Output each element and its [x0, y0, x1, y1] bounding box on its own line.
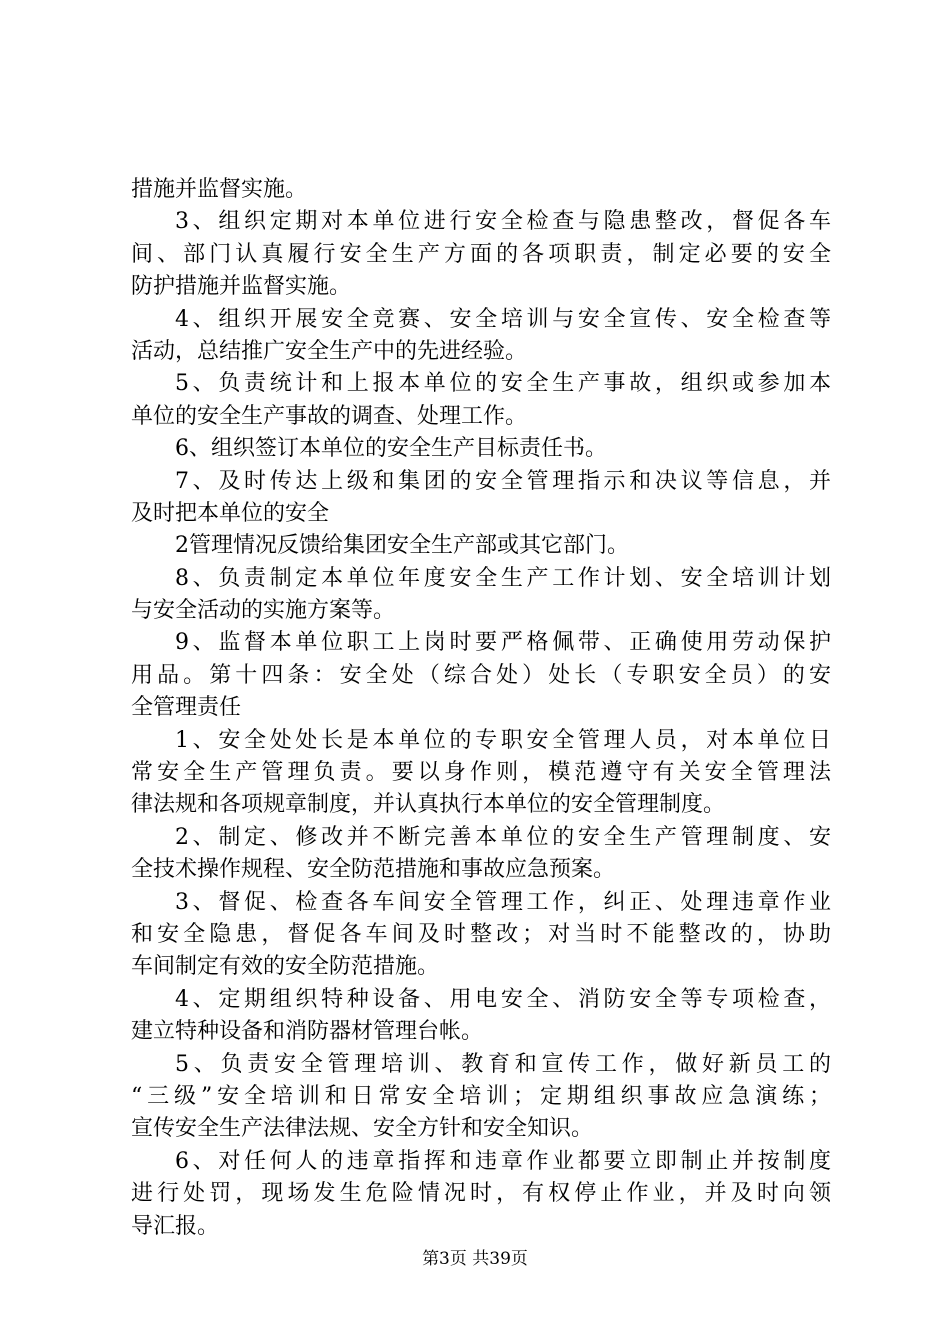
document-line: 车间制定有效的安全防范措施。 — [131, 954, 440, 980]
document-line: 4、组织开展安全竞赛、安全培训与安全宣传、安全检查等 — [175, 306, 831, 332]
document-line: 防护措施并监督实施。 — [131, 274, 352, 300]
document-line: 6、对任何人的违章指挥和违章作业都要立即制止并按制度 — [175, 1148, 831, 1174]
document-line: 进行处罚，现场发生危险情况时，有权停止作业，并及时向领 — [131, 1181, 831, 1207]
document-line: 4、定期组织特种设备、用电安全、消防安全等专项检查， — [175, 986, 831, 1012]
document-line: 5、负责安全管理培训、教育和宣传工作，做好新员工的 — [175, 1051, 831, 1077]
document-line: 1、安全处处长是本单位的专职安全管理人员，对本单位日 — [175, 727, 831, 753]
document-line: 3、督促、检查各车间安全管理工作，纠正、处理违章作业 — [175, 889, 831, 915]
document-line: 7、及时传达上级和集团的安全管理指示和决议等信息，并 — [175, 468, 831, 494]
document-line: 5、负责统计和上报本单位的安全生产事故，组织或参加本 — [175, 371, 831, 397]
document-line: 建立特种设备和消防器材管理台帐。 — [131, 1019, 484, 1045]
document-line: 8、负责制定本单位年度安全生产工作计划、安全培训计划 — [175, 565, 831, 591]
document-line: 3、组织定期对本单位进行安全检查与隐患整改，督促各车 — [175, 209, 831, 235]
document-line: 常安全生产管理负责。要以身作则，模范遵守有关安全管理法 — [131, 760, 831, 786]
document-body — [131, 174, 831, 1243]
document-line: 2、制定、修改并不断完善本单位的安全生产管理制度、安 — [175, 824, 831, 850]
document-line: “三级”安全培训和日常安全培训；定期组织事故应急演练； — [131, 1083, 831, 1109]
document-line: 宣传安全生产法律法规、安全方针和安全知识。 — [131, 1116, 594, 1142]
page-number-footer: 第3页 共39页 — [422, 1249, 528, 1269]
document-line: 单位的安全生产事故的调查、处理工作。 — [131, 403, 528, 429]
document-line: 与安全活动的实施方案等。 — [131, 598, 396, 624]
document-line: 及时把本单位的安全 — [131, 500, 330, 526]
document-line: 导汇报。 — [131, 1213, 220, 1239]
document-line: 2管理情况反馈给集团安全生产部或其它部门。 — [175, 533, 629, 559]
document-line: 用品。第十四条：安全处（综合处）处长（专职安全员）的安 — [131, 662, 831, 688]
document-line: 律法规和各项规章制度，并认真执行本单位的安全管理制度。 — [131, 792, 726, 818]
document-line: 全技术操作规程、安全防范措施和事故应急预案。 — [131, 857, 616, 883]
document-line: 间、部门认真履行安全生产方面的各项职责，制定必要的安全 — [131, 241, 831, 267]
document-line: 9、监督本单位职工上岗时要严格佩带、正确使用劳动保护 — [175, 630, 831, 656]
document-line: 6、组织签订本单位的安全生产目标责任书。 — [175, 436, 607, 462]
document-line: 活动，总结推广安全生产中的先进经验。 — [131, 338, 528, 364]
document-line: 全管理责任 — [131, 695, 242, 721]
document-line: 措施并监督实施。 — [131, 177, 308, 202]
document-line: 和安全隐患，督促各车间及时整改；对当时不能整改的，协助 — [131, 921, 831, 947]
